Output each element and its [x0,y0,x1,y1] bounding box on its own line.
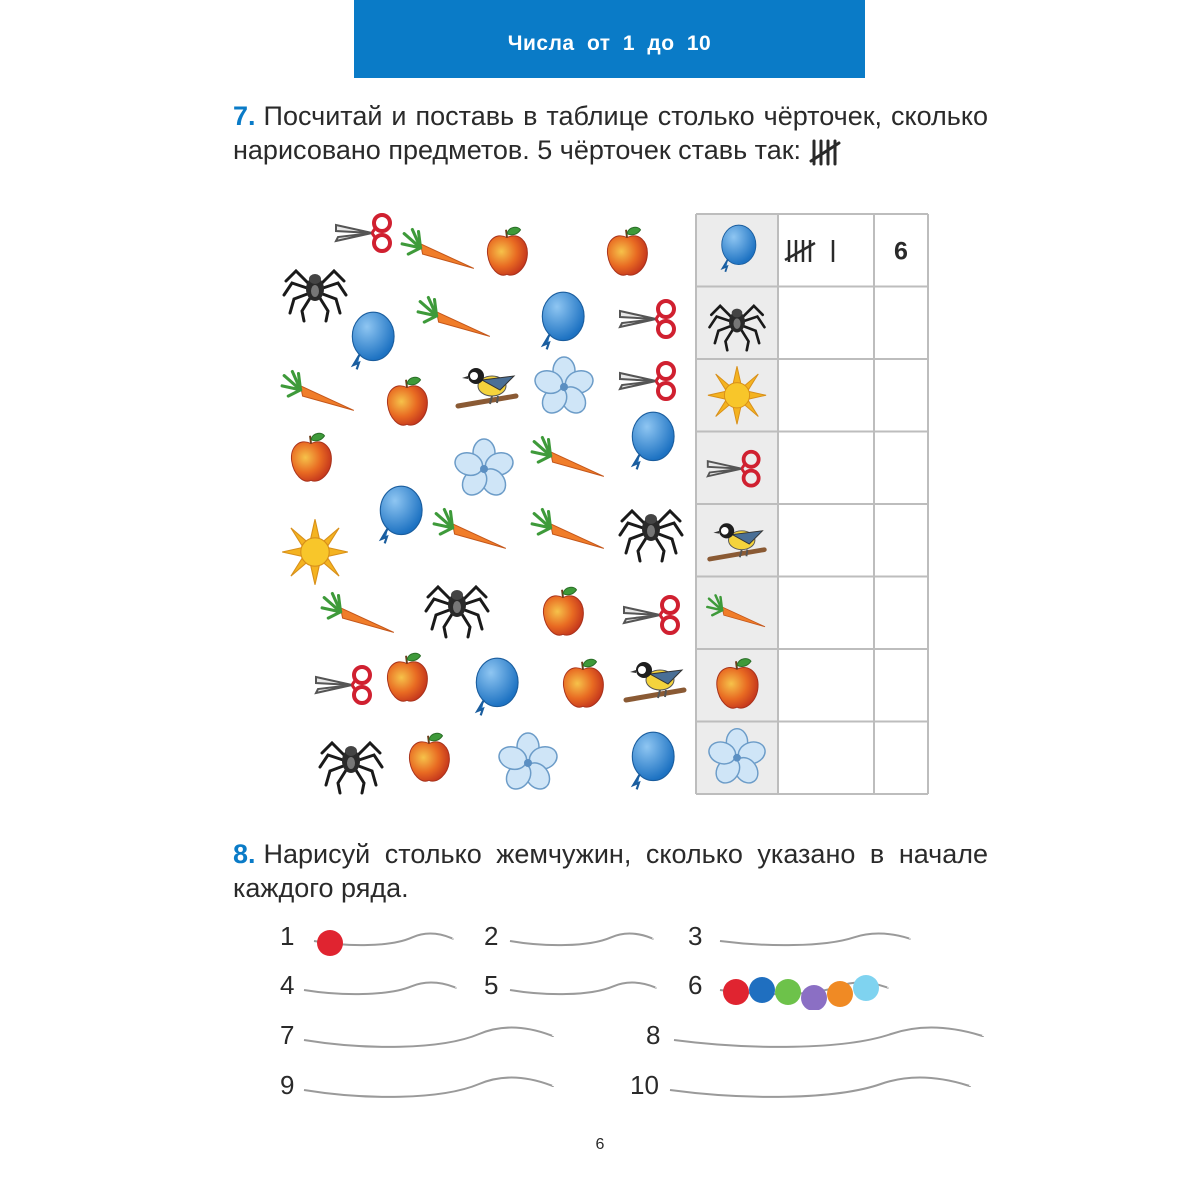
flower-icon [532,357,596,418]
bead-row-label: 4 [280,970,295,1000]
page-number: 6 [595,1136,605,1153]
bead-row-label: 3 [688,921,703,951]
task-8-text: Нарисуй столько жемчужин, сколько указано в начале каждого ряда. [233,839,988,903]
flower-icon [496,733,560,794]
bead-string[interactable] [668,1070,972,1110]
sun-icon [282,519,348,585]
spider-icon [426,587,488,637]
apple-icon [563,659,603,707]
bead-icon [801,985,827,1010]
bead-icon [775,979,801,1005]
apple-icon [409,733,449,781]
scissors-icon [316,667,370,703]
task-7 [233,99,988,167]
tally-row-sun [708,366,766,424]
bead-icon [827,981,853,1007]
bead-string[interactable] [312,921,455,961]
bead-string[interactable] [508,921,655,961]
apple-icon [387,377,427,425]
spider-icon [620,511,682,561]
scissors-icon [620,363,674,399]
bead-row-label: 7 [280,1020,295,1050]
bead-string[interactable] [302,1020,555,1060]
bead-icon [317,930,343,956]
balloon-icon [476,658,518,715]
bead-string[interactable] [718,970,890,1010]
task-7-number: 7. [233,101,256,131]
carrot-icon [418,297,490,336]
tally-cell[interactable] [785,240,833,262]
spider-icon [320,743,382,793]
chapter-header [354,0,865,78]
tally-five-icon [809,137,843,167]
count-cell[interactable]: 6 [894,237,908,266]
bead-string[interactable] [672,1020,985,1060]
bead-row-label: 2 [484,921,499,951]
carrot-icon [402,229,474,268]
bead-string[interactable] [718,921,912,961]
carrot-icon [282,371,354,410]
apple-icon [543,587,583,635]
bead-string[interactable] [508,970,658,1010]
balloon-icon [542,292,584,349]
bead-icon [723,979,749,1005]
carrot-icon [322,593,394,632]
task-7-text: Посчитай и поставь в таблице столько чёрточек, сколько нарисовано предметов. 5 чёрточек ставь так: [233,101,988,165]
tally-table [695,213,931,795]
scissors-icon [624,597,678,633]
bead-row-label: 9 [280,1070,295,1100]
scissors-icon [620,301,674,337]
bead-row-label: 5 [484,970,499,1000]
task-8-number: 8. [233,839,256,869]
bird-icon [458,368,516,406]
apple-icon [387,653,427,701]
objects-picture [270,205,690,805]
apple-icon [487,227,527,275]
carrot-icon [434,509,506,548]
spider-icon [284,271,346,321]
flower-icon [452,439,516,500]
bead-row-label: 6 [688,970,703,1000]
carrot-icon [532,509,604,548]
chapter-title: Числа от 1 до 10 [507,32,712,55]
apple-icon [291,433,331,481]
bead-string[interactable] [302,1070,555,1110]
bead-icon [749,977,775,1003]
sun-icon [708,366,766,424]
bead-row-label: 1 [280,921,295,951]
bead-row-label: 10 [630,1070,659,1100]
scissors-icon [336,215,390,251]
bird-icon [626,662,684,700]
balloon-icon [380,486,422,543]
balloon-icon [632,412,674,469]
carrot-icon [532,437,604,476]
bead-row-label: 8 [646,1020,661,1050]
balloon-icon [632,732,674,789]
balloon-icon [352,312,394,369]
apple-icon [607,227,647,275]
task-8 [233,837,988,905]
bead-icon [853,975,879,1001]
bead-string[interactable] [302,970,458,1010]
